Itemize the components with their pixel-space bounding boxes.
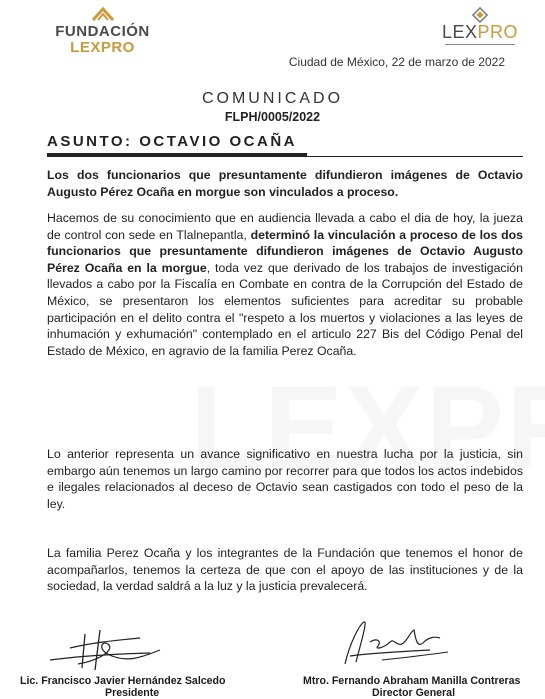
signatory-right-name: Mtro. Fernando Abraham Manilla Contreras: [303, 675, 521, 687]
logo-left-line1: FUNDACIÓN: [55, 23, 150, 40]
document-heading: COMUNICADO: [201, 90, 344, 107]
fundacion-lexpro-logo: [55, 6, 150, 54]
roof-icon: [91, 6, 115, 22]
subject-underline: [47, 156, 523, 157]
signature-left: [40, 620, 190, 675]
paragraph-2: Lo anterior representa un avance significativo en nuestra lucha por la justicia, sin embargo aún tenemos un largo camino por recorrer para que todos los actos indebidos e ilegales relacionados al deceso de Octavio sean castigados con todo el peso de la ley.: [47, 447, 523, 511]
document-subject: ASUNTO: OCTAVIO OCAÑA: [47, 133, 297, 150]
logo-left-line2: LEXPRO: [70, 39, 135, 56]
logo-right-text: LEXPRO: [441, 22, 519, 42]
signatory-left-role: Presidente: [105, 687, 160, 699]
paragraph-3: La familia Perez Ocaña y los integrantes de la Fundación que tenemos el honor de acompañarlos, tenemos la certeza de que con el apoyo de las instituciones y de la sociedad, la verdad saldrá a la luz y la justicia prevalecerá.: [47, 546, 523, 594]
signatory-right-role: Director General: [372, 687, 456, 699]
document-folio: FLPH/0005/2022: [224, 110, 321, 124]
logo-right-tagline-rule: [445, 44, 515, 48]
lead-paragraph: Los dos funcionarios que presuntamente difundieron imágenes de Octavio Augusto Pérez Ocaña en morgue son vinculados a proceso.: [47, 168, 523, 199]
signature-right: [330, 612, 460, 672]
signatory-left-name: Lic. Francisco Javier Hernández Salcedo: [20, 675, 226, 687]
document-date: Ciudad de México, 22 de marzo de 2022: [288, 55, 505, 69]
lexpro-logo: [440, 4, 520, 50]
paragraph-1: Hacemos de su conocimiento que en audiencia llevada a cabo el dia de hoy, la jueza de control con sede en Tlalnepantla, determinó la vinculación a proceso de los dos funcionarios que presuntamente difundieron imágenes de Octavio Augusto Pérez Ocaña en la morgue, toda vez que derivado de los trabajos de investigación llevados a cabo por la Fiscalía en Combate en contra de la Corrupción del Estado de México, se presentaron los elementos suficientes para acreditar su probable participación en el delito contra el "respeto a los muertos y violaciones a las leyes de inhumación y exhumación" contemplado en el articulo 227 Bis del Código Penal del Estado de México, en agravio de la familia Perez Ocaña.: [47, 211, 524, 358]
